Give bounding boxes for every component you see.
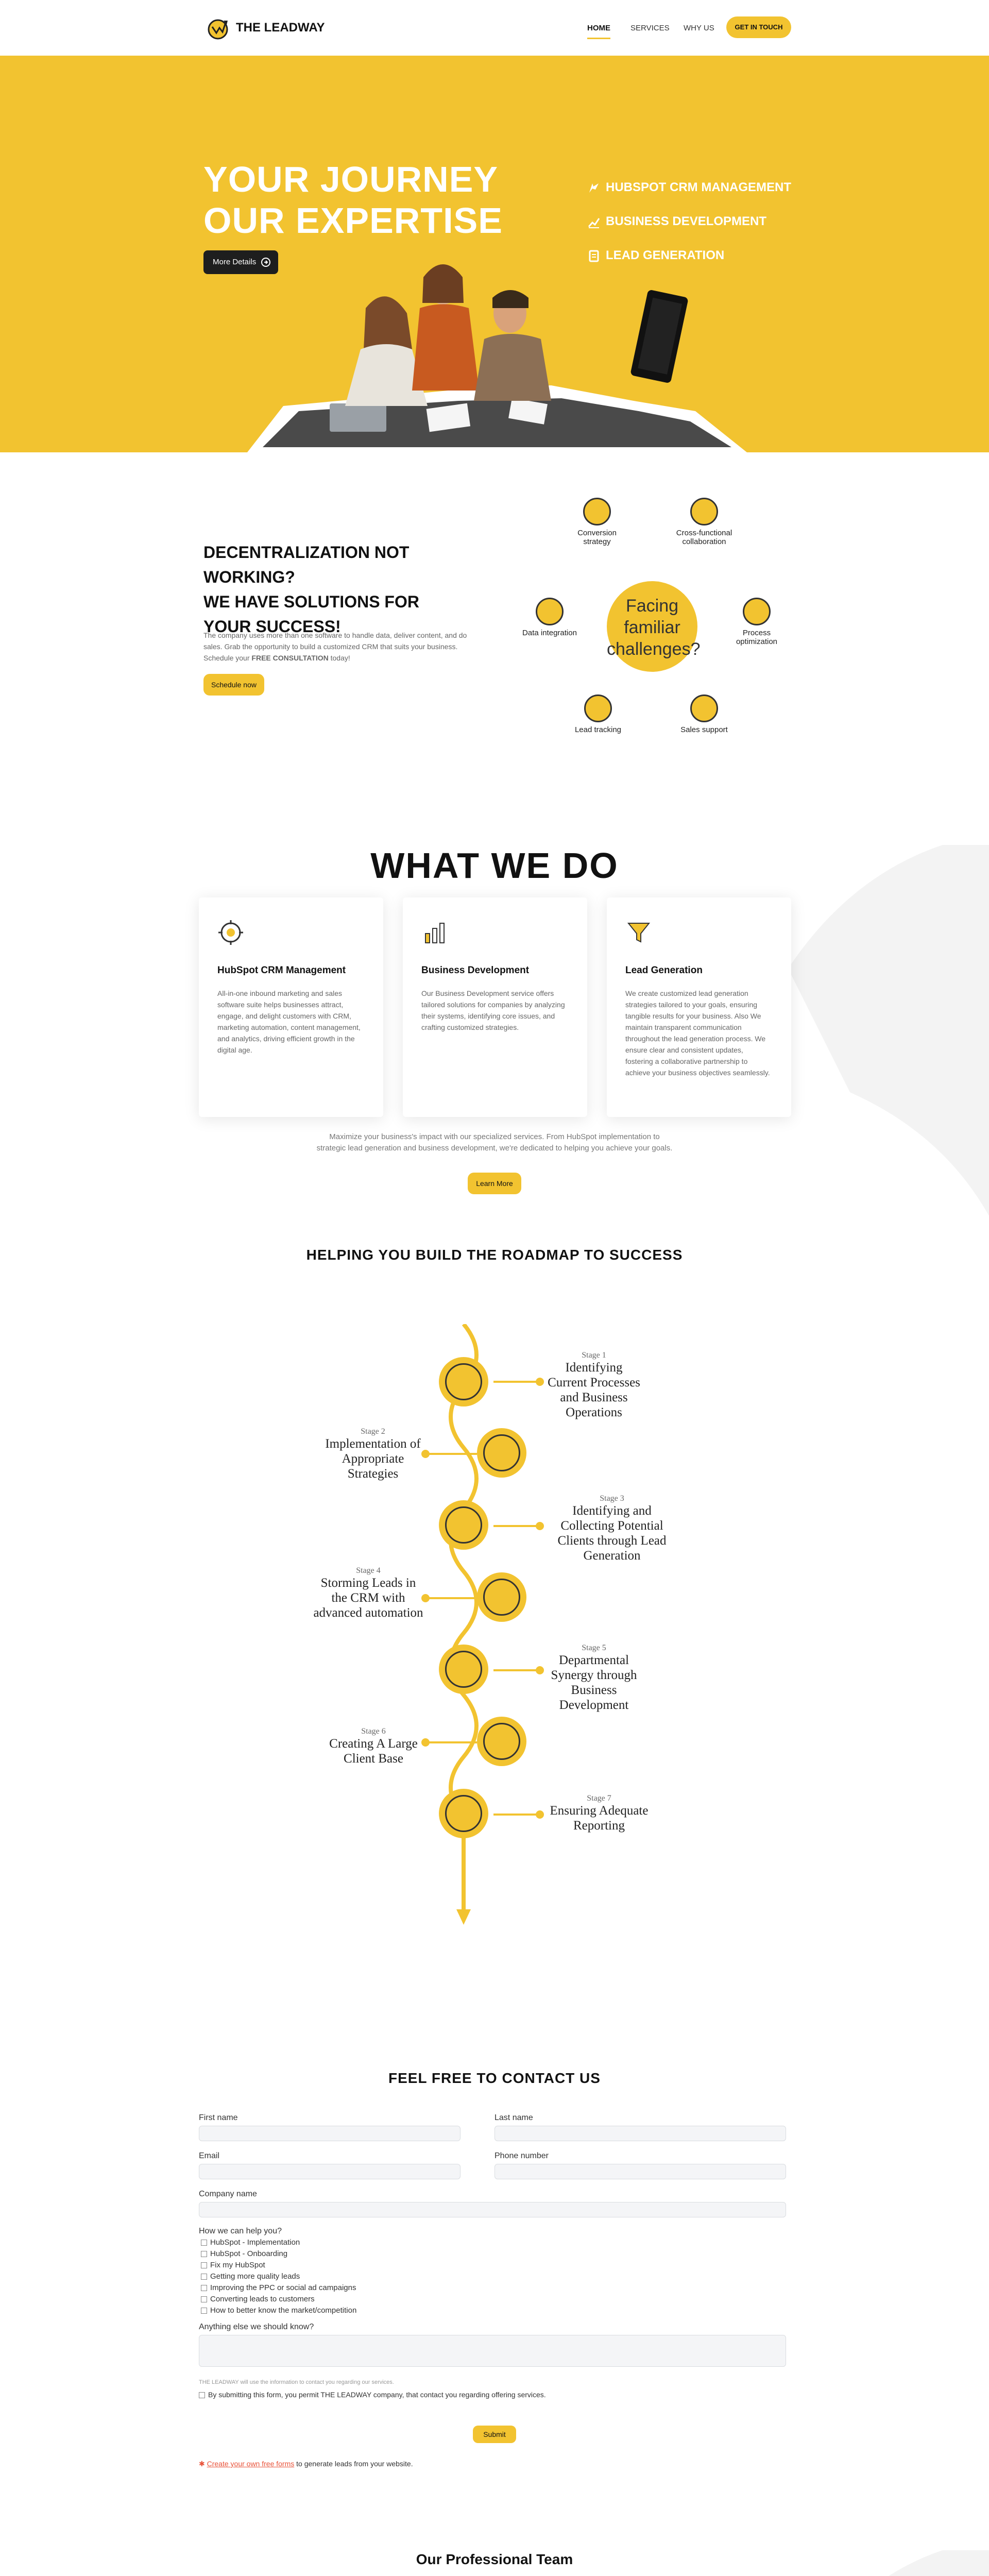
checkbox[interactable] xyxy=(201,2251,207,2257)
card-text: We create customized lead generation strategies tailored to your goals, ensuring tangible results for your business. Also We maintain transparent communication throughout the lead generation process. We ensure clear and consistent updates, fostering a collaborative partnership to achieve your business objectives seamlessly. xyxy=(625,989,770,1077)
report-icon xyxy=(445,1795,482,1832)
tracking-icon xyxy=(584,694,612,722)
gear-icon xyxy=(743,598,771,625)
challenge-label: Process optimization xyxy=(736,629,778,646)
checkbox[interactable] xyxy=(201,2274,207,2280)
option-market[interactable] xyxy=(201,2306,356,2315)
title-line: WE HAVE SOLUTIONS FOR xyxy=(203,592,419,611)
option-converting-leads[interactable] xyxy=(201,2295,315,2303)
stage-1 xyxy=(545,1351,643,1420)
conversion-icon xyxy=(583,498,611,526)
what-we-do-title: WHAT WE DO xyxy=(370,845,619,886)
data-icon xyxy=(536,598,564,625)
nav-home[interactable]: HOME xyxy=(587,24,610,39)
connector xyxy=(425,1741,477,1743)
more-details-label: More Details xyxy=(213,258,257,266)
checkbox[interactable] xyxy=(199,2392,205,2398)
stage-1-icon xyxy=(445,1363,482,1400)
title-line: WORKING? xyxy=(203,568,295,586)
stage-7-node xyxy=(439,1789,488,1838)
lead-funnel-icon xyxy=(625,919,652,946)
hero-title xyxy=(203,159,503,241)
card-title: Business Development xyxy=(421,965,530,976)
nav-services[interactable]: SERVICES xyxy=(630,24,670,32)
stage-3 xyxy=(545,1494,679,1563)
rocket-icon xyxy=(587,181,601,195)
stage-label: Stage 2 xyxy=(361,1427,385,1436)
stage-title: Creating A Large Client Base xyxy=(329,1737,418,1766)
decentralization-title xyxy=(203,540,419,639)
stage-2-node xyxy=(477,1428,526,1478)
hero-item-label: HUBSPOT CRM MANAGEMENT xyxy=(606,180,791,194)
option-ppc[interactable] xyxy=(201,2283,356,2292)
submit-button[interactable]: Submit xyxy=(473,2426,516,2443)
stage-5 xyxy=(545,1643,643,1713)
hubspot-credit xyxy=(199,2460,413,2468)
challenge-label: Conversion strategy xyxy=(577,529,617,546)
free-consultation-text: FREE CONSULTATION xyxy=(251,654,329,662)
option-label: Converting leads to customers xyxy=(210,2295,315,2303)
hero-title-line1: YOUR JOURNEY xyxy=(203,159,499,199)
support-icon xyxy=(690,694,718,722)
checkbox[interactable] xyxy=(201,2240,207,2246)
phone-input[interactable] xyxy=(494,2164,786,2179)
checkbox[interactable] xyxy=(201,2285,207,2291)
magnet-icon xyxy=(445,1506,482,1544)
email-label: Email xyxy=(199,2151,220,2160)
team-title: Our Professional Team xyxy=(416,2551,573,2567)
consent-checkbox[interactable] xyxy=(199,2391,546,2399)
stage-label: Stage 5 xyxy=(582,1643,606,1652)
stage-title: Ensuring Adequate Reporting xyxy=(550,1804,649,1833)
summary-line: Maximize your business's impact with our specialized services. From HubSpot implementation to xyxy=(329,1132,660,1141)
stage-6-node xyxy=(477,1717,526,1766)
option-label: Fix my HubSpot xyxy=(210,2261,265,2269)
stage-2 xyxy=(321,1427,424,1481)
stage-label: Stage 1 xyxy=(582,1351,606,1360)
stage-4 xyxy=(312,1566,424,1620)
service-card-hubspot xyxy=(199,897,383,1117)
option-label: HubSpot - Implementation xyxy=(210,2238,300,2247)
option-hubspot-onboarding[interactable] xyxy=(201,2249,287,2258)
company-label: Company name xyxy=(199,2190,257,2198)
option-quality-leads[interactable] xyxy=(201,2272,300,2281)
stage-label: Stage 7 xyxy=(587,1794,611,1803)
challenge-label: Data integration xyxy=(522,629,577,637)
hubspot-sprocket-icon: ✱ xyxy=(199,2460,205,2468)
growth-chart-icon xyxy=(587,215,601,229)
stage-5-node xyxy=(439,1645,488,1694)
card-text: All-in-one inbound marketing and sales software suite helps businesses attract, engage, and delight customers with CRM, marketing automation, content management, and analytics, driving efficient growth in the digital age. xyxy=(217,989,361,1054)
option-label: HubSpot - Onboarding xyxy=(210,2249,288,2258)
phone-label: Phone number xyxy=(494,2151,549,2160)
stage-3-node xyxy=(439,1500,488,1550)
hero-item-label: LEAD GENERATION xyxy=(606,248,725,262)
get-in-touch-button[interactable]: GET IN TOUCH xyxy=(726,16,791,38)
title-line: YOUR SUCCESS! xyxy=(203,617,341,636)
checkbox[interactable] xyxy=(201,2296,207,2302)
stage-label: Stage 3 xyxy=(600,1494,624,1503)
checkbox[interactable] xyxy=(201,2308,207,2314)
option-label: Improving the PPC or social ad campaigns xyxy=(210,2283,356,2292)
gears-icon xyxy=(483,1579,520,1616)
create-free-forms-link[interactable]: Create your own free forms xyxy=(207,2460,295,2468)
service-card-business xyxy=(403,897,587,1117)
stage-label: Stage 4 xyxy=(356,1566,381,1575)
decentralization-text xyxy=(203,630,471,664)
card-text: Our Business Development service offers tailored solutions for companies by analyzing their systems, identifying core issues, and crafting customized strategies. xyxy=(421,989,565,1031)
leadway-logo-icon[interactable] xyxy=(205,15,231,41)
connector-dot xyxy=(536,1522,544,1530)
stage-title: Implementation of Appropriate Strategies xyxy=(325,1437,421,1481)
challenge-label: Sales support xyxy=(680,725,728,734)
nav-why-us[interactable]: WHY US xyxy=(684,24,714,32)
roadmap-title: HELPING YOU BUILD THE ROADMAP TO SUCCESS xyxy=(306,1247,683,1263)
title-line: DECENTRALIZATION NOT xyxy=(203,543,410,562)
stage-title: Storming Leads in the CRM with advanced automation xyxy=(313,1576,423,1620)
hubspot-icon xyxy=(217,919,244,946)
decorative-shape xyxy=(788,845,989,1216)
services-summary xyxy=(0,1131,989,1154)
first-name-input[interactable] xyxy=(199,2126,461,2141)
last-name-label: Last name xyxy=(494,2113,533,2122)
option-label: How to better know the market/competition xyxy=(210,2306,357,2315)
facing-challenges-circle: Facing familiar challenges? xyxy=(607,581,697,672)
consent-note: THE LEADWAY will use the information to contact you regarding our services. xyxy=(199,2379,394,2385)
roadmap-path xyxy=(433,1324,536,1927)
email-input[interactable] xyxy=(199,2164,461,2179)
hubspot-credit-text: to generate leads from your website. xyxy=(296,2460,413,2468)
challenge-lead-tracking xyxy=(565,694,632,734)
intro-text: The company uses more than one software to handle data, deliver content, and do sales. Grab the opportunity to build a customized CRM that suits your business. Schedule your xyxy=(203,631,467,662)
hero-item-hubspot xyxy=(587,180,791,195)
stage-4-node xyxy=(477,1572,526,1622)
checkbox[interactable] xyxy=(201,2262,207,2268)
stage-1-node xyxy=(439,1357,488,1406)
site-header xyxy=(0,0,989,56)
card-title: HubSpot CRM Management xyxy=(217,965,346,976)
bar-chart-icon xyxy=(421,919,448,946)
challenge-data-integration xyxy=(516,598,583,637)
intro-text-end: today! xyxy=(330,654,350,662)
anything-else-textarea[interactable] xyxy=(199,2335,786,2367)
connector xyxy=(425,1597,477,1599)
consent-label: By submitting this form, you permit THE LEADWAY company, that contact you regarding offering services. xyxy=(208,2391,546,2399)
hero-title-line2: OUR EXPERTISE xyxy=(203,200,503,241)
hero-item-label: BUSINESS DEVELOPMENT xyxy=(606,214,767,228)
stage-6 xyxy=(325,1727,422,1766)
learn-more-button[interactable]: Learn More xyxy=(468,1173,521,1194)
first-name-label: First name xyxy=(199,2113,238,2122)
stage-title: Identifying and Collecting Potential Clients through Lead Generation xyxy=(557,1504,667,1563)
growth-icon xyxy=(445,1651,482,1688)
service-card-lead xyxy=(607,897,791,1117)
schedule-now-button[interactable]: Schedule now xyxy=(203,674,264,696)
contact-title: FEEL FREE TO CONTACT US xyxy=(388,2070,601,2086)
handshake-icon xyxy=(483,1723,520,1760)
challenge-conversion-strategy xyxy=(564,498,630,546)
challenge-label: Lead tracking xyxy=(574,725,622,734)
last-name-input[interactable] xyxy=(494,2126,786,2141)
summary-line: strategic lead generation and business development, we're dedicated to helping you achieve your goals. xyxy=(316,1144,673,1153)
team-icon xyxy=(690,498,718,526)
challenge-label: Cross-functional collaboration xyxy=(676,529,732,546)
logo-text[interactable]: THE LEADWAY xyxy=(236,21,325,35)
connector-dot xyxy=(536,1810,544,1819)
stage-title: Identifying Current Processes and Business Operations xyxy=(548,1361,640,1419)
team-working-photo xyxy=(242,246,757,452)
connector-dot xyxy=(421,1738,430,1747)
anything-else-label: Anything else we should know? xyxy=(199,2323,314,2331)
challenge-sales-support xyxy=(671,694,738,734)
option-fix-hubspot[interactable] xyxy=(201,2261,265,2269)
option-label: Getting more quality leads xyxy=(210,2272,300,2281)
stage-2-icon xyxy=(483,1434,520,1471)
help-label: How we can help you? xyxy=(199,2227,282,2235)
stage-label: Stage 6 xyxy=(361,1727,386,1736)
connector xyxy=(425,1453,477,1455)
option-hubspot-implementation[interactable] xyxy=(201,2238,300,2247)
hero-section xyxy=(0,56,989,452)
company-input[interactable] xyxy=(199,2202,786,2217)
challenge-collaboration xyxy=(671,498,738,546)
hero-item-business xyxy=(587,214,766,229)
stage-7 xyxy=(545,1794,653,1833)
connector-dot xyxy=(536,1666,544,1674)
challenge-process-optimization xyxy=(723,598,790,646)
stage-title: Departmental Synergy through Business Development xyxy=(551,1653,637,1712)
card-title: Lead Generation xyxy=(625,965,703,976)
connector-dot xyxy=(536,1378,544,1386)
